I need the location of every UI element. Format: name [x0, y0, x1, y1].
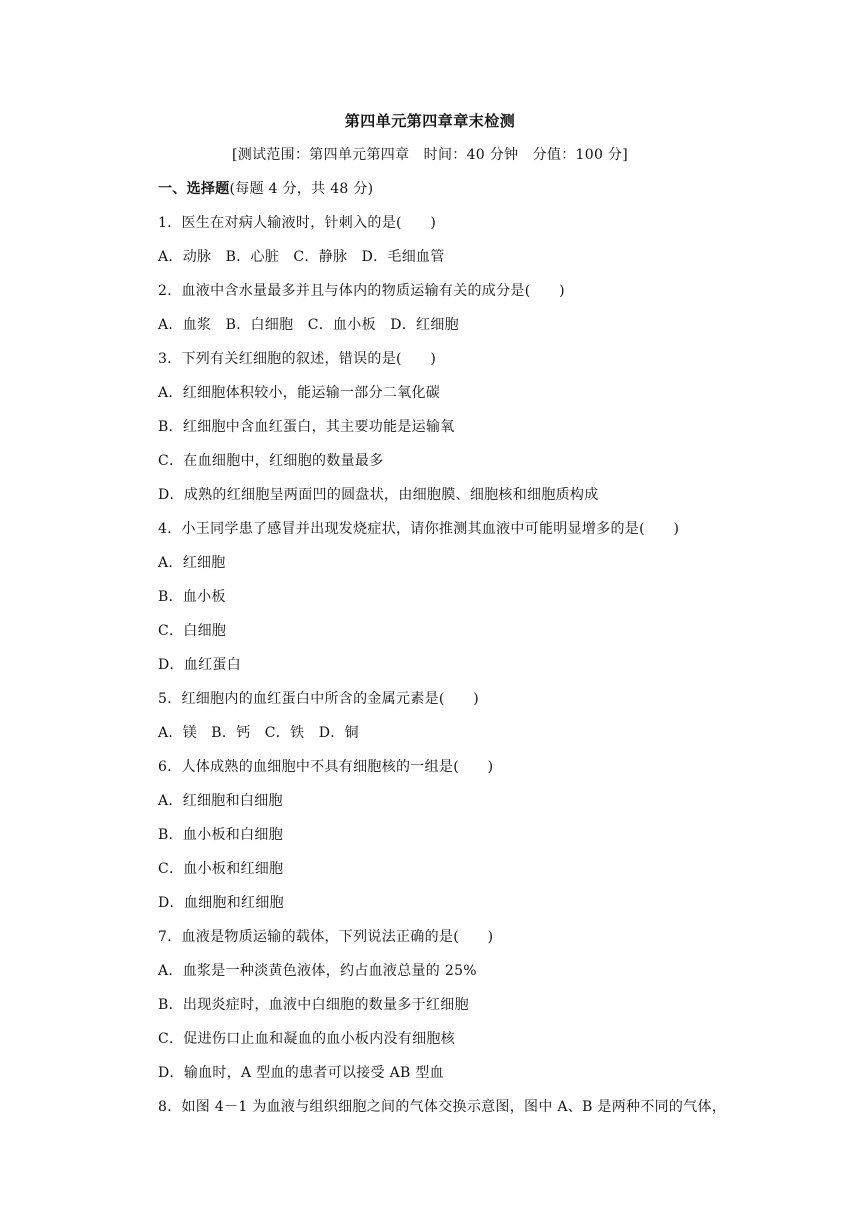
answer-option: A．红细胞体积较小，能运输一部分二氧化碳: [158, 385, 441, 401]
question-stem: 6．人体成熟的血细胞中不具有细胞核的一组是( ): [158, 759, 494, 775]
section-title: 一、选择题: [158, 181, 230, 197]
answer-option: A．红细胞: [158, 555, 226, 571]
question-stem: 5．红细胞内的血红蛋白中所含的金属元素是( ): [158, 691, 480, 707]
answer-option: C．促进伤口止血和凝血的血小板内没有细胞核: [158, 1031, 456, 1047]
answer-option: C．血小板和红细胞: [158, 861, 284, 877]
answer-option: A．镁 B．钙 C．铁 D．铜: [158, 725, 359, 741]
answer-option: A．血浆 B．白细胞 C．血小板 D．红细胞: [158, 317, 459, 333]
answer-option: C．在血细胞中，红细胞的数量最多: [158, 453, 384, 469]
test-info: [测试范围：第四单元第四章 时间：40 分钟 分值：100 分]: [232, 147, 628, 163]
answer-option: A．动脉 B．心脏 C．静脉 D．毛细血管: [158, 249, 445, 265]
page-title: 第四单元第四章章末检测: [344, 112, 516, 130]
question-stem: 3．下列有关红细胞的叙述，错误的是( ): [158, 351, 437, 367]
answer-option: B．红细胞中含血红蛋白，其主要功能是运输氧: [158, 419, 455, 435]
question-stem: 2．血液中含水量最多并且与体内的物质运输有关的成分是( ): [158, 283, 565, 299]
question-stem: 1．医生在对病人输液时，针刺入的是( ): [158, 215, 437, 231]
question-lines: [158, 213, 727, 1131]
answer-option: C．白细胞: [158, 623, 227, 639]
answer-option: B．血小板: [158, 589, 226, 605]
answer-option: D．血红蛋白: [158, 657, 242, 673]
answer-option: A．血浆是一种淡黄色液体，约占血液总量的 25%: [158, 963, 477, 979]
answer-option: D．成熟的红细胞呈两面凹的圆盘状，由细胞膜、细胞核和细胞质构成: [158, 487, 599, 503]
section-heading: [158, 179, 718, 213]
answer-option: B．出现炎症时，血液中白细胞的数量多于红细胞: [158, 997, 469, 1013]
question-stem: 8．如图 4－1 为血液与组织细胞之间的气体交换示意图，图中 A、B 是两种不同的气体，: [158, 1099, 727, 1115]
answer-option: A．红细胞和白细胞: [158, 793, 283, 809]
answer-option: D．输血时，A 型血的患者可以接受 AB 型血: [158, 1065, 444, 1081]
question-body: [158, 179, 727, 1131]
question-stem: 7．血液是物质运输的载体，下列说法正确的是( ): [158, 929, 494, 945]
answer-option: B．血小板和白细胞: [158, 827, 283, 843]
answer-option: D．血细胞和红细胞: [158, 895, 284, 911]
section-scoring-note: (每题 4 分，共 48 分): [229, 181, 374, 197]
question-stem: 4．小王同学患了感冒并出现发烧症状，请你推测其血液中可能明显增多的是( ): [158, 521, 680, 537]
